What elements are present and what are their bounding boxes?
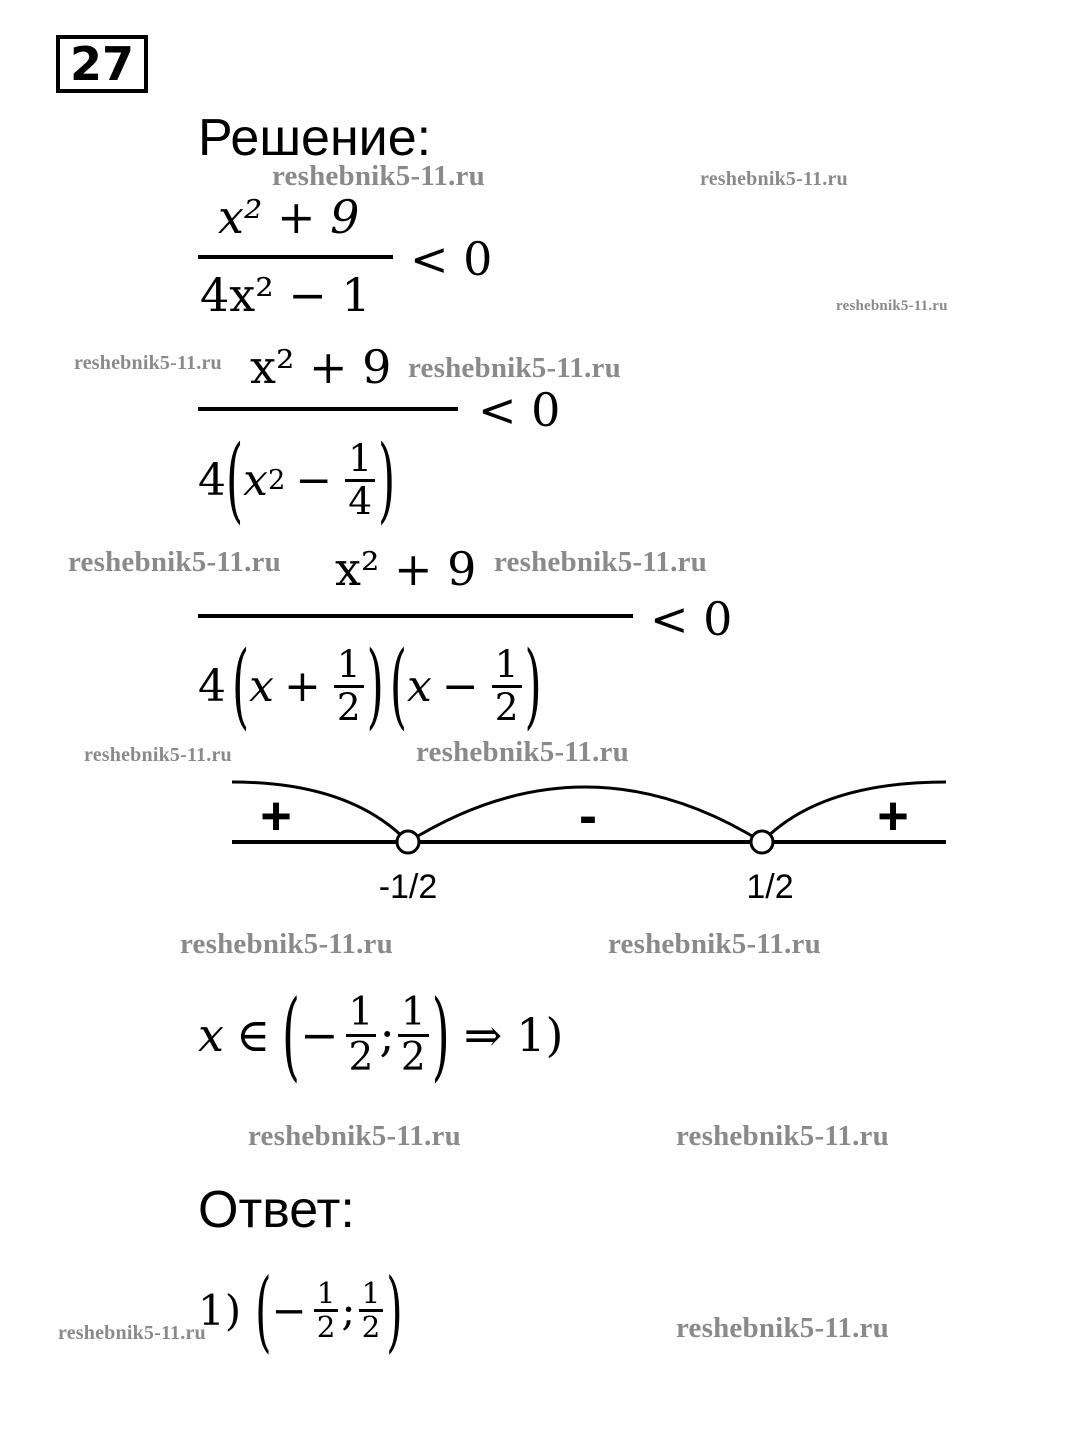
- right-paren: ): [366, 632, 384, 740]
- watermark: reshebnik5-11.ru: [84, 744, 232, 766]
- step1-relation: < 0: [410, 232, 493, 286]
- sign-arc-left: [232, 782, 408, 842]
- step2-numerator: x² + 9: [250, 340, 392, 394]
- left-paren: (: [389, 632, 408, 740]
- watermark: reshebnik5-11.ru: [272, 160, 485, 192]
- watermark: reshebnik5-11.ru: [416, 736, 629, 768]
- conclusion-expression: x ∈ ( − $\frac{1}{2}$ ; 1 2 ) ⇒ 1): [198, 978, 564, 1092]
- left-paren: (: [282, 978, 300, 1092]
- watermark: reshebnik5-11.ru: [58, 1322, 206, 1344]
- point-label-left: -1/2: [378, 868, 438, 906]
- sign-middle: -: [579, 786, 597, 846]
- sign-left: +: [260, 786, 292, 846]
- open-point-right: [751, 831, 773, 853]
- watermark: reshebnik5-11.ru: [494, 546, 707, 578]
- open-point-left: [397, 831, 419, 853]
- step2-fraction-bar: [198, 407, 458, 411]
- answer-left-fraction: $\frac{1}{2}$: [314, 1278, 339, 1343]
- step2-small-fraction: $\frac{1}{4}$: [345, 439, 375, 521]
- step3-numerator: x² + 9: [335, 542, 477, 596]
- solution-heading: Решение:: [198, 109, 432, 167]
- step3-factor2-fraction: $\frac{1}{2}$: [492, 645, 522, 727]
- step3-factor1-fraction: $\frac{1}{2}$: [334, 645, 364, 727]
- watermark: reshebnik5-11.ru: [74, 352, 222, 374]
- watermark: reshebnik5-11.ru: [676, 1312, 889, 1344]
- step1-denominator: 4x² − 1: [200, 268, 371, 322]
- watermark: reshebnik5-11.ru: [608, 928, 821, 960]
- right-paren: ): [378, 426, 396, 534]
- conclusion-right-fraction: 1 2: [398, 992, 429, 1077]
- step2-relation: < 0: [478, 383, 561, 437]
- right-paren: ): [524, 632, 542, 740]
- watermark: reshebnik5-11.ru: [836, 298, 948, 314]
- answer-right-fraction: 1 2: [359, 1278, 384, 1343]
- left-paren: (: [255, 1258, 272, 1362]
- sign-right: +: [877, 786, 909, 846]
- right-paren: ): [431, 978, 450, 1092]
- answer-expression: 1) ( − $\frac{1}{2}$ ; 1 2 ): [198, 1258, 403, 1362]
- left-paren: (: [226, 426, 244, 534]
- step3-relation: < 0: [650, 592, 733, 646]
- step1-numerator: x² + 9: [218, 190, 360, 244]
- step2-denominator: 4 ( x 2 − $\frac{1}{4}$ ): [198, 426, 396, 534]
- step3-denominator: 4 ( x + $\frac{1}{2}$ ) ( x − $\frac{1}{2}$ ): [198, 632, 542, 740]
- point-label-right: 1/2: [746, 868, 794, 906]
- problem-number: 27: [56, 35, 148, 93]
- watermark: reshebnik5-11.ru: [248, 1120, 461, 1152]
- watermark: reshebnik5-11.ru: [408, 352, 621, 384]
- watermark: reshebnik5-11.ru: [180, 928, 393, 960]
- step1-fraction-bar: [198, 255, 393, 259]
- answer-heading: Ответ:: [198, 1181, 355, 1239]
- step3-fraction-bar: [198, 614, 633, 618]
- left-paren: (: [232, 632, 250, 740]
- watermark: reshebnik5-11.ru: [68, 546, 281, 578]
- watermark: reshebnik5-11.ru: [700, 168, 848, 190]
- conclusion-left-fraction: $\frac{1}{2}$: [346, 992, 377, 1077]
- sign-chart: [0, 760, 1086, 940]
- sign-arc-right: [762, 782, 946, 842]
- right-paren: ): [386, 1258, 403, 1362]
- watermark: reshebnik5-11.ru: [676, 1120, 889, 1152]
